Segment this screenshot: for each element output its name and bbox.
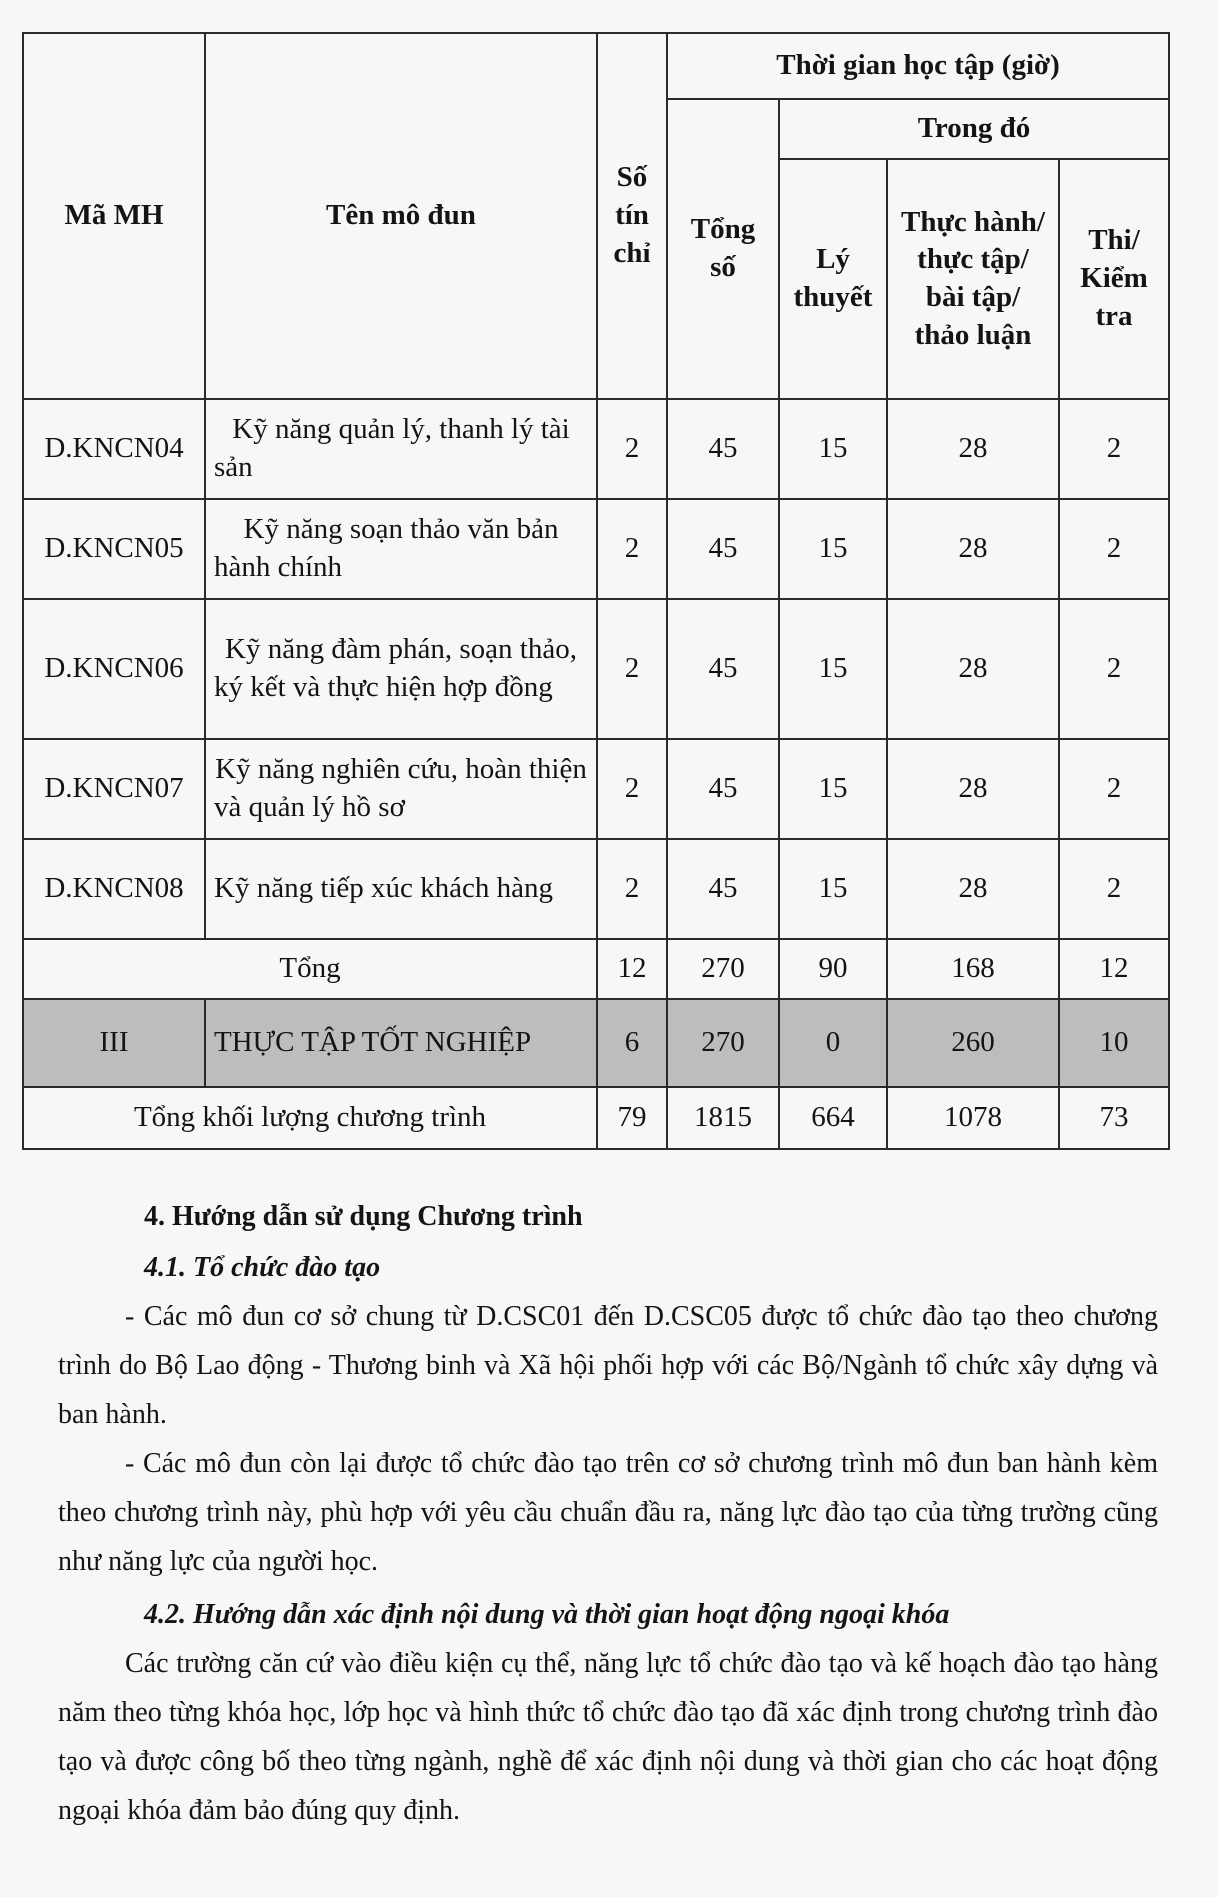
grand-total-exam: 73 bbox=[1059, 1087, 1169, 1149]
cell-exam: 2 bbox=[1059, 399, 1169, 499]
subtotal-label: Tổng bbox=[23, 939, 597, 999]
grand-total-theory: 664 bbox=[779, 1087, 887, 1149]
section-heading-4: 4. Hướng dẫn sử dụng Chương trình bbox=[144, 1201, 583, 1232]
grand-total-row bbox=[23, 1087, 1169, 1149]
cell-exam: 2 bbox=[1059, 839, 1169, 939]
header-time: Thời gian học tập (giờ) bbox=[667, 33, 1169, 99]
cell-credits: 2 bbox=[597, 499, 667, 599]
section-iii-exam: 10 bbox=[1059, 999, 1169, 1087]
section-iii-code: III bbox=[23, 999, 205, 1087]
paragraph-1: - Các mô đun cơ sở chung từ D.CSC01 đến D.CSC05 được tổ chức đào tạo theo chương trình do Bộ Lao động - Thương binh và Xã hội phối hợp với các Bộ/Ngành tổ chức xây dựng và ban hành. bbox=[58, 1301, 1158, 1430]
cell-theory: 15 bbox=[779, 499, 887, 599]
cell-code: D.KNCN05 bbox=[23, 499, 205, 599]
section-iii-name: THỰC TẬP TỐT NGHIỆP bbox=[205, 999, 597, 1087]
cell-exam: 2 bbox=[1059, 499, 1169, 599]
cell-exam: 2 bbox=[1059, 599, 1169, 739]
cell-total: 45 bbox=[667, 599, 779, 739]
cell-credits: 2 bbox=[597, 739, 667, 839]
header-total: Tổng số bbox=[667, 99, 779, 399]
table-row bbox=[23, 739, 1169, 839]
cell-code: D.KNCN07 bbox=[23, 739, 205, 839]
table-row bbox=[23, 839, 1169, 939]
cell-exam: 2 bbox=[1059, 739, 1169, 839]
header-theory: Lý thuyết bbox=[779, 159, 887, 399]
cell-theory: 15 bbox=[779, 739, 887, 839]
cell-credits: 2 bbox=[597, 399, 667, 499]
cell-practice: 28 bbox=[887, 599, 1059, 739]
cell-total: 45 bbox=[667, 399, 779, 499]
cell-code: D.KNCN04 bbox=[23, 399, 205, 499]
cell-credits: 2 bbox=[597, 599, 667, 739]
header-within: Trong đó bbox=[779, 99, 1169, 159]
cell-name: Kỹ năng soạn thảo văn bản hành chính bbox=[205, 499, 597, 599]
cell-name: Kỹ năng nghiên cứu, hoàn thiện và quản lý hồ sơ bbox=[205, 739, 597, 839]
table-row bbox=[23, 599, 1169, 739]
cell-total: 45 bbox=[667, 499, 779, 599]
cell-code: D.KNCN08 bbox=[23, 839, 205, 939]
header-name: Tên mô đun bbox=[205, 33, 597, 399]
header-practice: Thực hành/ thực tập/ bài tập/ thảo luận bbox=[887, 159, 1059, 399]
cell-total: 45 bbox=[667, 839, 779, 939]
cell-name: Kỹ năng tiếp xúc khách hàng bbox=[205, 839, 597, 939]
header-code: Mã MH bbox=[23, 33, 205, 399]
cell-practice: 28 bbox=[887, 739, 1059, 839]
cell-code: D.KNCN06 bbox=[23, 599, 205, 739]
grand-total-credits: 79 bbox=[597, 1087, 667, 1149]
header-row-1 bbox=[23, 33, 1169, 99]
header-credits: Số tín chỉ bbox=[597, 33, 667, 399]
cell-practice: 28 bbox=[887, 399, 1059, 499]
cell-practice: 28 bbox=[887, 499, 1059, 599]
curriculum-table bbox=[22, 32, 1170, 1150]
table-row bbox=[23, 399, 1169, 499]
section-iii-practice: 260 bbox=[887, 999, 1059, 1087]
section-iii-credits: 6 bbox=[597, 999, 667, 1087]
body-text bbox=[58, 1192, 1158, 1835]
cell-practice: 28 bbox=[887, 839, 1059, 939]
subtotal-total: 270 bbox=[667, 939, 779, 999]
subtotal-theory: 90 bbox=[779, 939, 887, 999]
cell-name: Kỹ năng đàm phán, soạn thảo, ký kết và thực hiện hợp đồng bbox=[205, 599, 597, 739]
cell-theory: 15 bbox=[779, 599, 887, 739]
grand-total-total: 1815 bbox=[667, 1087, 779, 1149]
subtotal-row bbox=[23, 939, 1169, 999]
paragraph-3: Các trường căn cứ vào điều kiện cụ thể, năng lực tổ chức đào tạo và kế hoạch đào tạo hàng năm theo từng khóa học, lớp học và hình thức tổ chức đào tạo đã xác định trong chương trình đào tạo và được công bố theo từng ngành, nghề để xác định nội dung và thời gian cho các hoạt động ngoại khóa đảm bảo đúng quy định. bbox=[58, 1648, 1158, 1826]
cell-total: 45 bbox=[667, 739, 779, 839]
subtotal-credits: 12 bbox=[597, 939, 667, 999]
subheading-4-1: 4.1. Tổ chức đào tạo bbox=[144, 1252, 381, 1283]
cell-name: Kỹ năng quản lý, thanh lý tài sản bbox=[205, 399, 597, 499]
cell-theory: 15 bbox=[779, 399, 887, 499]
cell-credits: 2 bbox=[597, 839, 667, 939]
paragraph-2: - Các mô đun còn lại được tổ chức đào tạo trên cơ sở chương trình mô đun ban hành kèm theo chương trình này, phù hợp với yêu cầu chuẩn đầu ra, năng lực đào tạo của từng trường cũng như năng lực của người học. bbox=[58, 1448, 1158, 1577]
subheading-4-2: 4.2. Hướng dẫn xác định nội dung và thời gian hoạt động ngoại khóa bbox=[144, 1599, 950, 1630]
grand-total-practice: 1078 bbox=[887, 1087, 1059, 1149]
subtotal-practice: 168 bbox=[887, 939, 1059, 999]
grand-total-label: Tổng khối lượng chương trình bbox=[23, 1087, 597, 1149]
table-row bbox=[23, 499, 1169, 599]
section-iii-theory: 0 bbox=[779, 999, 887, 1087]
cell-theory: 15 bbox=[779, 839, 887, 939]
section-iii-total: 270 bbox=[667, 999, 779, 1087]
section-iii-row bbox=[23, 999, 1169, 1087]
subtotal-exam: 12 bbox=[1059, 939, 1169, 999]
header-exam: Thi/ Kiểm tra bbox=[1059, 159, 1169, 399]
